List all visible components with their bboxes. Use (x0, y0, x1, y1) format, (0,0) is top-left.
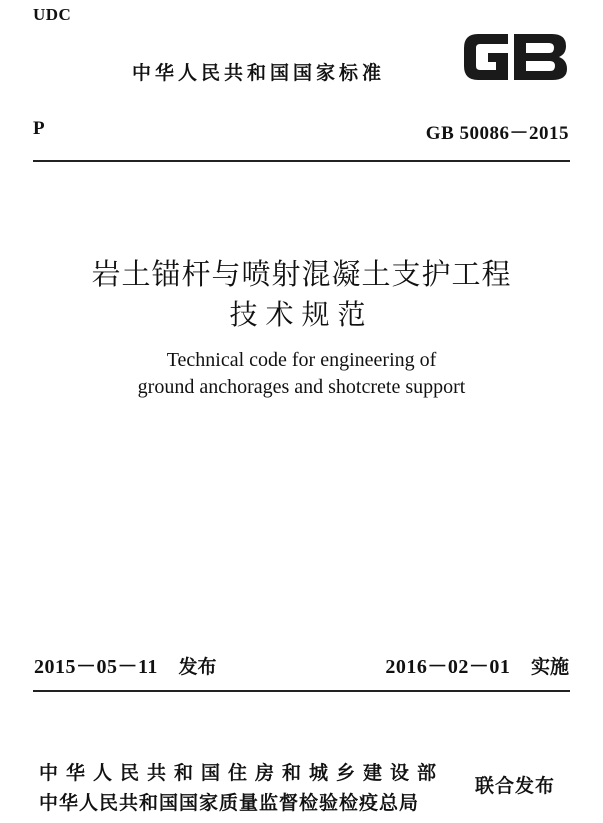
gb-logo-b-shape (514, 34, 567, 80)
category-code: P (33, 118, 45, 139)
title-english-line2: ground anchorages and shotcrete support (137, 376, 466, 398)
title-chinese-line1: 岩土锚杆与喷射混凝土支护工程 (91, 257, 512, 291)
title-english-line1: Technical code for engineering of (166, 349, 437, 371)
issue-date-block (34, 650, 217, 679)
top-divider (33, 160, 570, 162)
effective-label: 实施 (530, 656, 569, 678)
joint-issue-label: 联合发布 (475, 775, 556, 797)
issuer-aqsiq: 中华人民共和国国家质量监督检验检疫总局 (39, 792, 420, 814)
gb-logo (456, 28, 571, 86)
issue-date: 2015－05－11 (34, 656, 158, 678)
national-standard-heading: 中华人民共和国国家标准 (132, 62, 386, 84)
gb-logo-g-shape (464, 34, 508, 80)
bottom-divider (33, 690, 570, 692)
title-chinese-line2: 技术规范 (229, 298, 374, 331)
effective-date: 2016－02－01 (385, 656, 511, 678)
issue-label: 发布 (178, 656, 217, 678)
udc-label: UDC (33, 5, 72, 24)
gb-logo-graphic (456, 28, 571, 86)
standard-number: GB 50086－2015 (425, 123, 569, 144)
effective-date-block (385, 650, 569, 679)
issuer-ministry-housing: 中华人民共和国住房和城乡建设部 (39, 762, 445, 784)
